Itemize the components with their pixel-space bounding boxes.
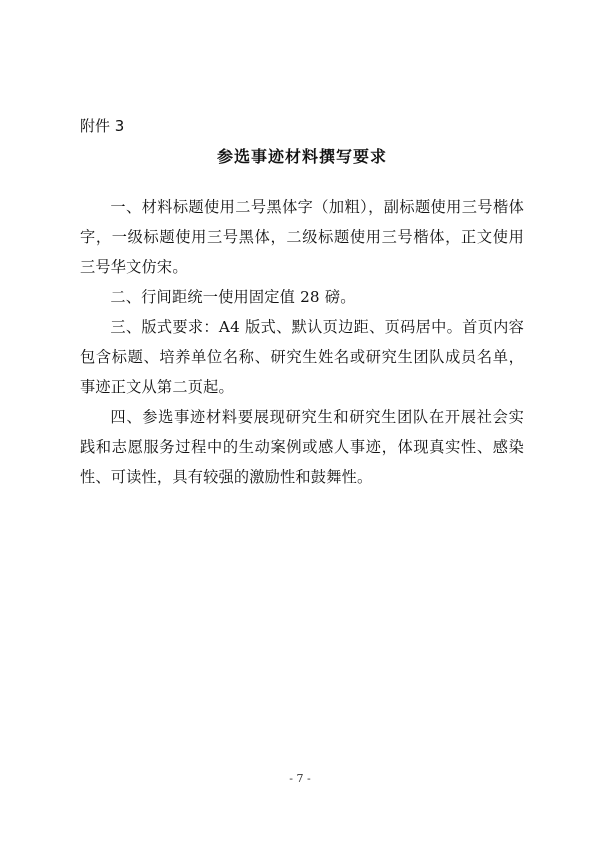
paragraph-2: 二、行间距统一使用固定值 28 磅。 — [110, 288, 356, 306]
page-number: - 7 - — [289, 772, 311, 785]
paragraph-4: 四、参选事迹材料要展现研究生和研究生团队在开展社会实践和志愿服务过程中的生动案例或感人事迹，体现真实性、感染性、可读性，具有较强的激励性和鼓舞性。 — [80, 408, 524, 486]
document-title: 参选事迹材料撰写要求 — [216, 147, 387, 166]
document-body — [80, 192, 524, 492]
attachment-label: 附件 3 — [80, 117, 125, 135]
paragraph-3: 三、版式要求：A4 版式、默认页边距、页码居中。首页内容包含标题、培养单位名称、研究生姓名或研究生团队成员名单，事迹正文从第二页起。 — [80, 318, 524, 396]
paragraph-1: 一、材料标题使用二号黑体字（加粗），副标题使用三号楷体字，一级标题使用三号黑体，二级标题使用三号楷体，正文使用三号华文仿宋。 — [80, 198, 524, 276]
